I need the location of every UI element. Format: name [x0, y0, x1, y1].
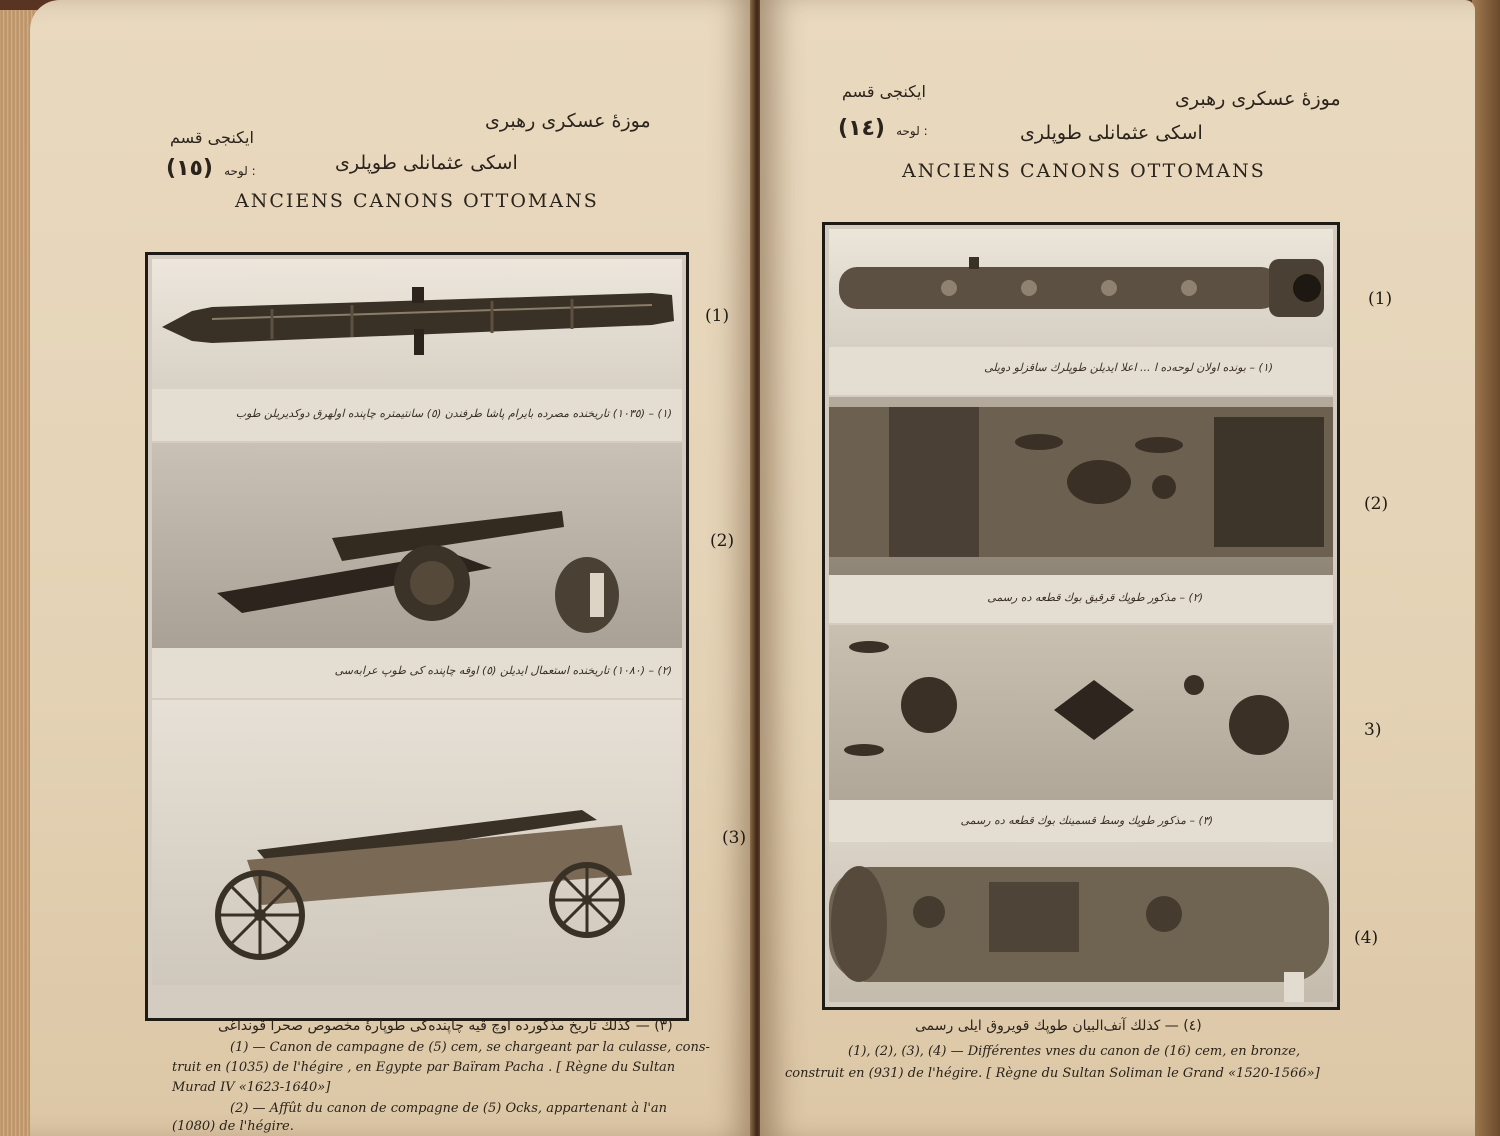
- plate-label: لوحه :: [896, 124, 928, 138]
- header-left: ایکنجی قسم: [842, 82, 926, 101]
- subtitle: اسکی عثمانلی طوپلری: [335, 152, 518, 174]
- caption-strip-2: [829, 575, 1333, 623]
- header-left: ایکنجی قسم: [170, 128, 254, 147]
- cannon-photo-3: [829, 625, 1333, 800]
- cannon-2-illustration: [152, 443, 682, 648]
- caption-strip-2: [152, 648, 682, 698]
- item-label-4: (4): [1354, 928, 1379, 948]
- header-right: موزهٔ عسکری رهبری: [485, 110, 651, 132]
- left-page: [30, 0, 755, 1136]
- item-label-2: (2): [1364, 494, 1389, 514]
- item-label-2: (2): [710, 531, 735, 551]
- item-label-3: 3): [1364, 720, 1382, 740]
- footer-line-4: (2) — Affût du canon de compagne de (5) Ocks, appartenant à l'an: [230, 1101, 668, 1116]
- cannon-1-illustration: [829, 229, 1333, 347]
- caption-1: (١) – بونده اولان لوحه‌ده ا ... اعلا ایدیلن طوپلرك ساقزلو دویلی: [984, 361, 1273, 374]
- footer-line-3: Murad IV «1623-1640»]: [172, 1080, 331, 1095]
- cannon-photo-3: [152, 700, 682, 985]
- photo-plate: [145, 252, 689, 1021]
- page-title: ANCIENS CANONS OTTOMANS: [235, 190, 599, 212]
- cannon-photo-1: [152, 259, 682, 389]
- caption-1: (١) – (١٠٣٥) تاریخنده مصرده بایرام پاشا طرفندن (٥) سانتیمتره چاپنده اولهرق دوکدیریلن طوب: [235, 407, 672, 420]
- cannon-photo-1: [829, 229, 1333, 347]
- book-edge-right: [1472, 0, 1500, 1136]
- footer-line-2: construit en (931) de l'hégire. [ Règne du Sultan Soliman le Grand «1520-1566»]: [785, 1066, 1320, 1081]
- caption-2: (٢) – (١٠٨٠) تاریخنده استعمال ایدیلن (٥) اوقه چاپنده کی طوپ عرابه‌سی: [334, 664, 672, 677]
- page-title: ANCIENS CANONS OTTOMANS: [902, 160, 1266, 182]
- cannon-photo-4: [829, 842, 1333, 1002]
- subtitle: اسکی عثمانلی طوپلری: [1020, 122, 1203, 144]
- footer-line-1: (1), (2), (3), (4) — Différentes vnes du canon de (16) cem, en bronze,: [848, 1044, 1301, 1059]
- caption-2: (٢) – مذکور طوپك قرقیق بوك قطعه ده رسمی: [987, 591, 1203, 604]
- footer-line-2: truit en (1035) de l'hégire , en Egypte par Baïram Pacha . [ Règne du Sultan: [172, 1060, 676, 1075]
- item-label-3: (3): [722, 828, 747, 848]
- footer-line-1: (1) — Canon de campagne de (5) cem, se chargeant par la culasse, cons-: [230, 1040, 710, 1055]
- plate-number: (١٤): [838, 116, 885, 141]
- photo-plate: [822, 222, 1340, 1010]
- plate-number-group: [838, 116, 928, 141]
- footer-line-5: (1080) de l'hégire.: [172, 1119, 294, 1134]
- plate-number-group: [166, 156, 256, 181]
- cannon-4-illustration: [829, 842, 1333, 1002]
- cannon-3-illustration: [152, 700, 682, 985]
- cannon-1-illustration: [152, 259, 682, 389]
- right-page: [760, 0, 1475, 1136]
- cannon-photo-2: [152, 443, 682, 648]
- plate-number: (١٥): [166, 156, 213, 181]
- header-right: موزهٔ عسکری رهبری: [1175, 88, 1341, 110]
- caption-strip-1: [829, 347, 1333, 395]
- cannon-2-illustration: [829, 397, 1333, 575]
- cannon-3-illustration: [829, 625, 1333, 800]
- plate-label: لوحه :: [224, 164, 256, 178]
- item-label-1: (1): [1368, 289, 1393, 309]
- caption-strip-1: [152, 389, 682, 441]
- cannon-photo-2: [829, 397, 1333, 575]
- caption-3: (٣) – مذکور طوپك وسط قسمینك بوك قطعه ده رسمی: [960, 814, 1213, 827]
- item-label-1: (1): [705, 306, 730, 326]
- footer-ottoman: (٤) — کذلك آنف‌البیان طوپك قویروق ایلی رسمی: [915, 1018, 1202, 1034]
- footer-ottoman: (٣) — کذلك تاریخ مذکورده اوچ قیه چاپنده‌کی طوپارهٔ مخصوص صحرا قونداغی: [218, 1018, 673, 1034]
- caption-strip-3: [829, 800, 1333, 842]
